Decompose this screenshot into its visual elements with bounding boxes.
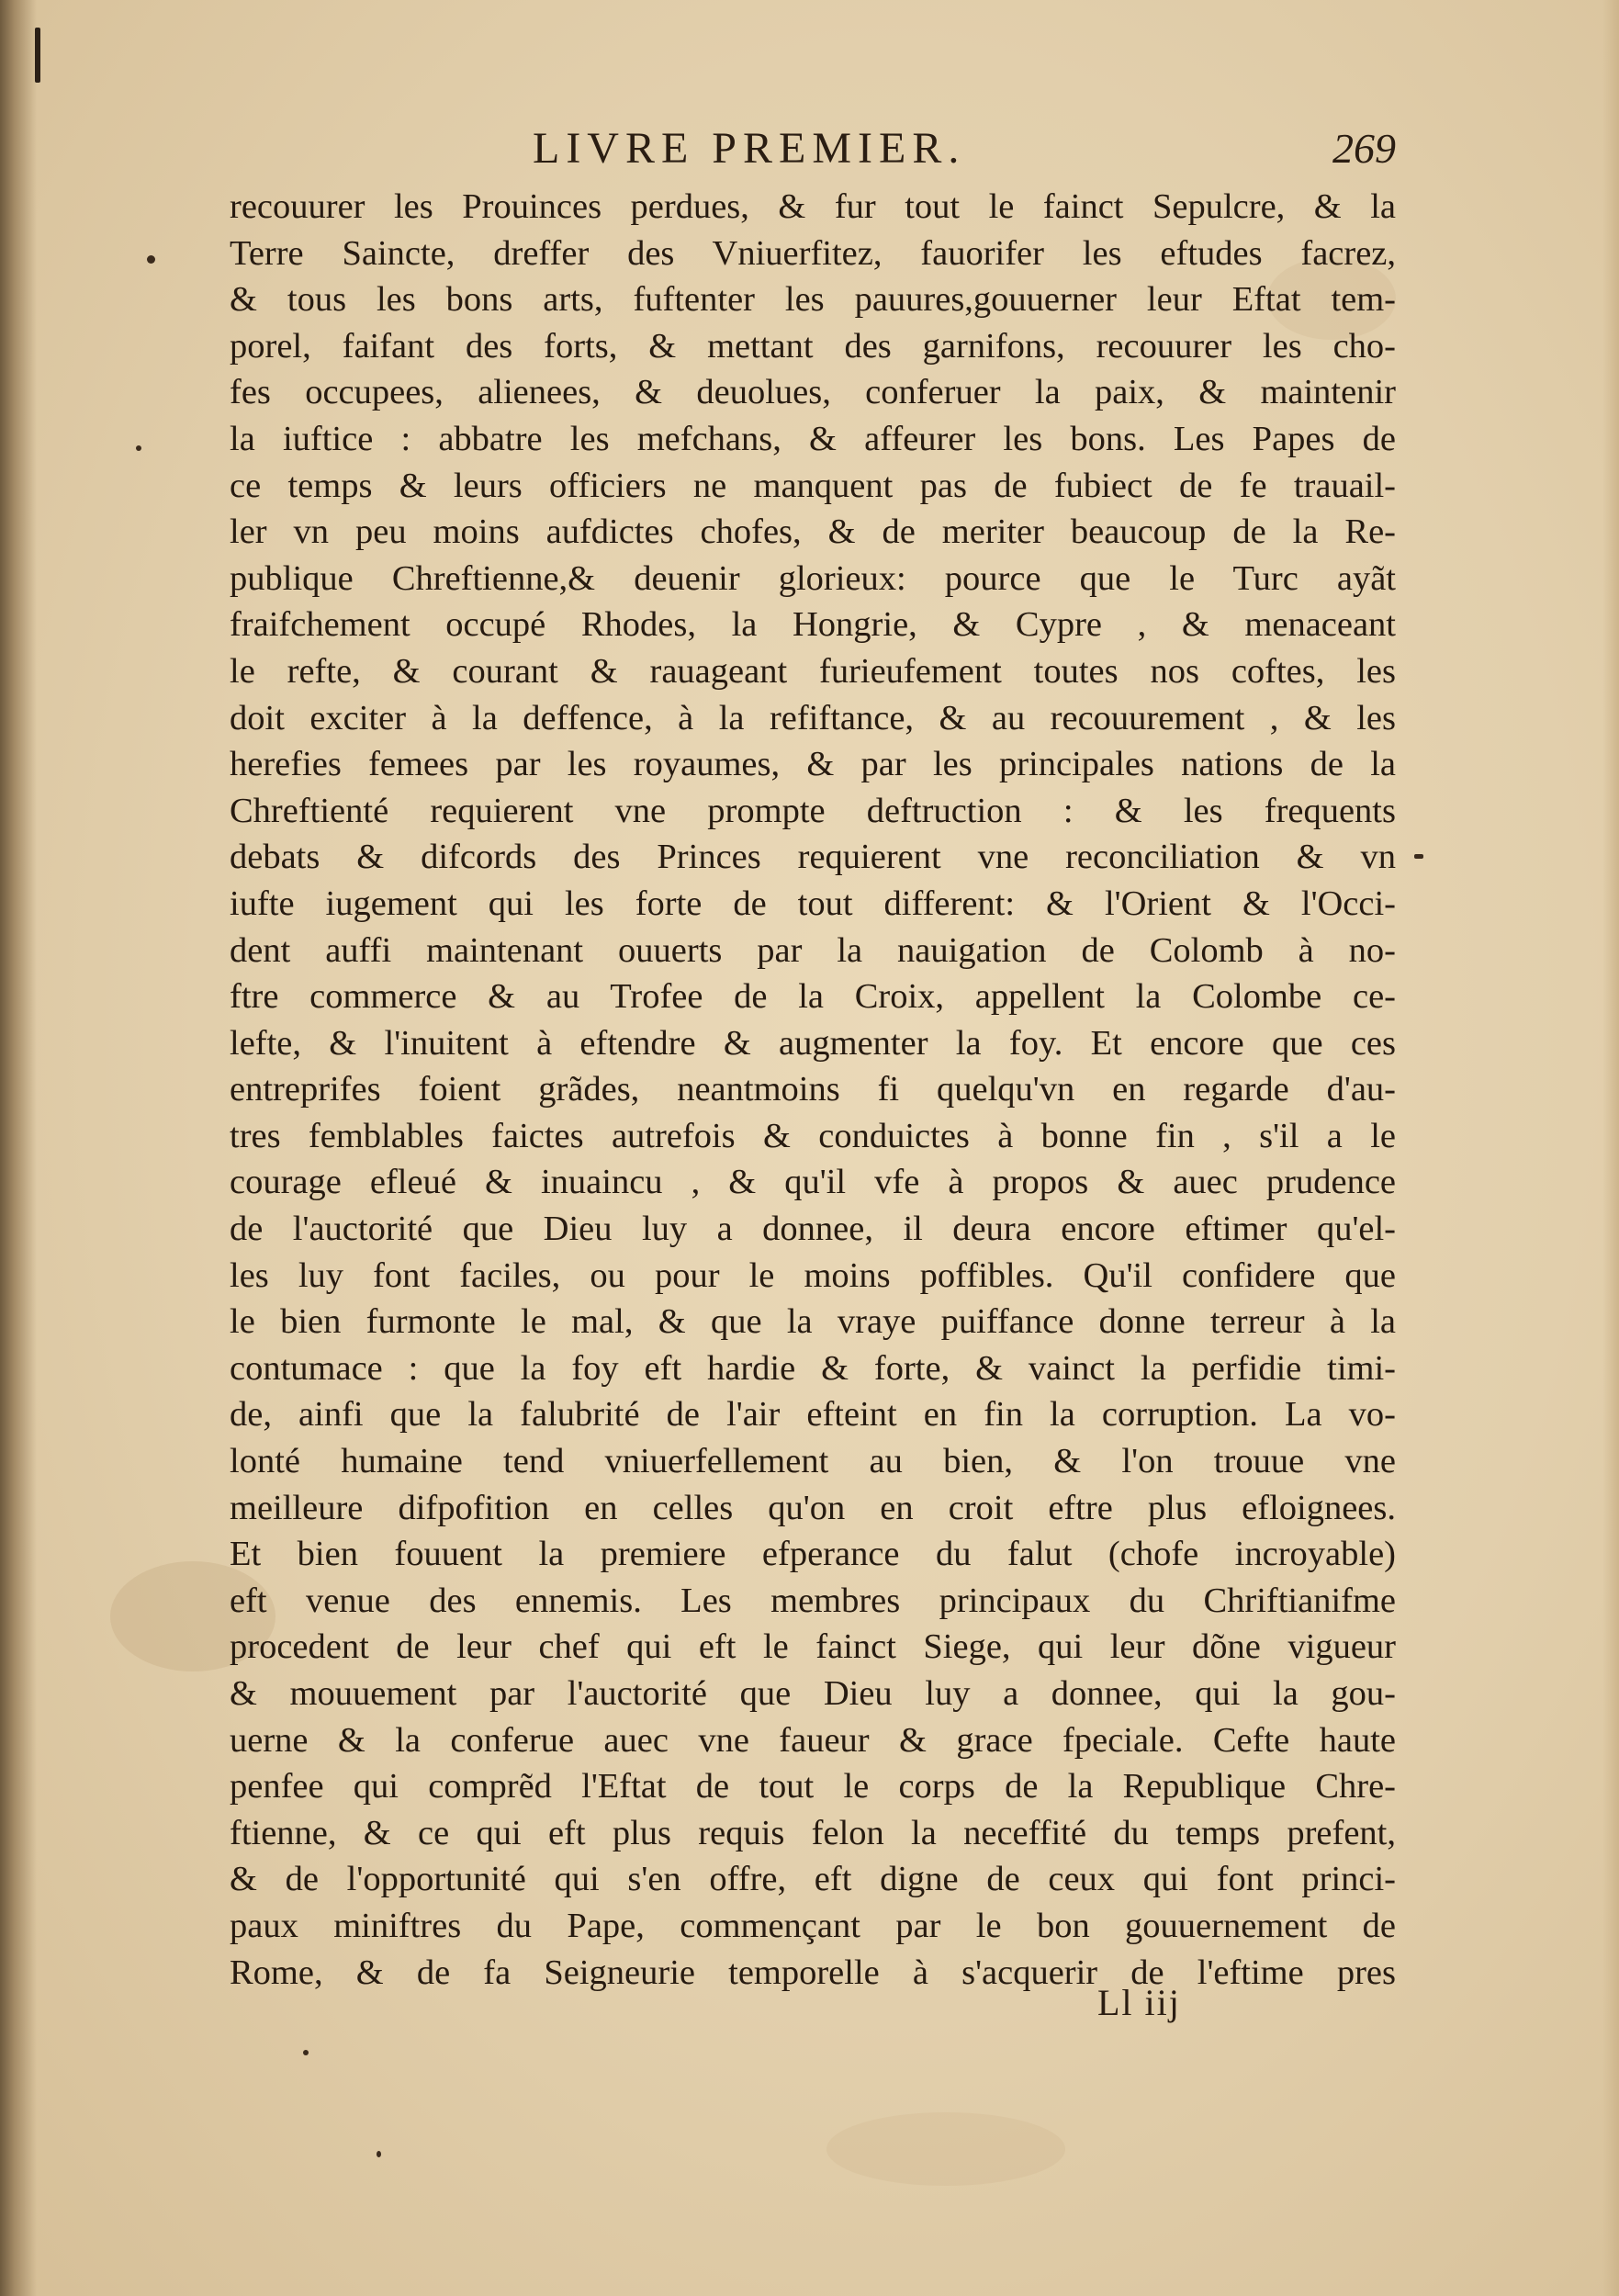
text-line: iufte iugement qui les forte de tout different: & l'Orient & l'Occi-	[230, 884, 1396, 923]
text-line: ler vn peu moins aufdictes chofes, & de meriter beaucoup de la Re-	[230, 512, 1396, 552]
paper-stain	[826, 2112, 1065, 2186]
text-line: le bien furmonte le mal, & que la vraye puiffance donne terreur à la	[230, 1302, 1396, 1342]
text-line: fes occupees, alienees, & deuolues, conferuer la paix, & maintenir	[230, 373, 1396, 412]
text-line: Chreftienté requierent vne prompte deftruction : & les frequents	[230, 791, 1396, 830]
text-line: ftre commerce & au Trofee de la Croix, appellent la Colombe ce-	[230, 977, 1396, 1017]
text-line: doit exciter à la deffence, à la refiftance, & au recouurement , & les	[230, 698, 1396, 737]
text-line: de, ainfi que la falubrité de l'air efteint en fin la corruption. La vo-	[230, 1395, 1396, 1435]
text-line: & de l'opportunité qui s'en offre, eft digne de ceux qui font princi-	[230, 1860, 1396, 1899]
signature-mark: Ll iij	[1097, 1982, 1181, 2023]
text-line: Terre Saincte, dreffer des Vniuerfitez, fauorifer les eftudes facrez,	[230, 233, 1396, 273]
ink-dot	[136, 445, 141, 451]
ink-mark	[1414, 854, 1423, 859]
binding-shadow	[0, 0, 37, 2296]
text-line: & mouuement par l'auctorité que Dieu luy a donnee, qui la gou-	[230, 1674, 1396, 1713]
text-line: dent auffi maintenant ouuerts par la nauigation de Colomb à no-	[230, 930, 1396, 970]
binding-mark	[35, 28, 40, 83]
running-title: LIVRE PREMIER.	[533, 124, 966, 173]
text-line: paux miniftres du Pape, commençant par le bon gouuernement de	[230, 1906, 1396, 1945]
ink-dot	[377, 2151, 381, 2157]
text-line: tres femblables faictes autrefois & conduictes à bonne fin , s'il a le	[230, 1116, 1396, 1155]
text-line: les luy font faciles, ou pour le moins poffibles. Qu'il confidere que	[230, 1255, 1396, 1295]
text-line: contumace : que la foy eft hardie & forte, & vainct la perfidie timi-	[230, 1348, 1396, 1388]
text-line: de l'auctorité que Dieu luy a donnee, il deura encore eftimer qu'el-	[230, 1210, 1396, 1249]
ink-dot	[303, 2050, 309, 2055]
text-line: herefies femees par les royaumes, & par les principales nations de la	[230, 745, 1396, 784]
text-line: debats & difcords des Princes requierent vne reconciliation & vn	[230, 838, 1396, 877]
text-line: porel, faifant des forts, & mettant des garnifons, recouurer les cho-	[230, 326, 1396, 366]
text-line: penfee qui comprẽd l'Eftat de tout le corps de la Republique Chre-	[230, 1767, 1396, 1806]
body-text	[230, 184, 1396, 1996]
ink-dot	[147, 255, 155, 264]
text-line: lonté humaine tend vniuerfellement au bien, & l'on trouue vne	[230, 1442, 1396, 1481]
text-line: publique Chreftienne,& deuenir glorieux: pource que le Turc ayãt	[230, 558, 1396, 598]
text-line: ce temps & leurs officiers ne manquent pas de fubiect de fe trauail-	[230, 466, 1396, 505]
text-line: le refte, & courant & rauageant furieufement toutes nos coftes, les	[230, 651, 1396, 691]
text-line: procedent de leur chef qui eft le fainct Siege, qui leur dõne vigueur	[230, 1627, 1396, 1667]
text-line: uerne & la conferue auec vne faueur & grace fpeciale. Cefte haute	[230, 1720, 1396, 1760]
page-edge	[1602, 0, 1619, 2296]
text-line: la iuftice : abbatre les mefchans, & affeurer les bons. Les Papes de	[230, 419, 1396, 458]
text-line: Rome, & de fa Seigneurie temporelle à s'acquerir de l'eftime pres	[230, 1953, 1396, 1992]
text-line: courage efleué & inuaincu , & qu'il vfe à propos & auec prudence	[230, 1163, 1396, 1202]
text-line: ftienne, & ce qui eft plus requis felon la neceffité du temps prefent,	[230, 1813, 1396, 1852]
text-line: meilleure difpofition en celles qu'on en croit eftre plus efloignees.	[230, 1488, 1396, 1527]
page-number: 269	[1332, 125, 1396, 172]
text-line: entreprifes foient grãdes, neantmoins fi quelqu'vn en regarde d'au-	[230, 1070, 1396, 1109]
text-line: lefte, & l'inuitent à eftendre & augmenter la foy. Et encore que ces	[230, 1023, 1396, 1063]
text-line: & tous les bons arts, fuftenter les pauures,gouuerner leur Eftat tem-	[230, 280, 1396, 320]
text-line: recouurer les Prouinces perdues, & fur tout le fainct Sepulcre, & la	[230, 187, 1396, 226]
text-line: fraifchement occupé Rhodes, la Hongrie, & Cypre , & menaceant	[230, 605, 1396, 645]
running-head	[230, 121, 1396, 176]
text-line: Et bien fouuent la premiere efperance du falut (chofe incroyable)	[230, 1535, 1396, 1574]
text-line: eft venue des ennemis. Les membres principaux du Chriftianifme	[230, 1581, 1396, 1620]
